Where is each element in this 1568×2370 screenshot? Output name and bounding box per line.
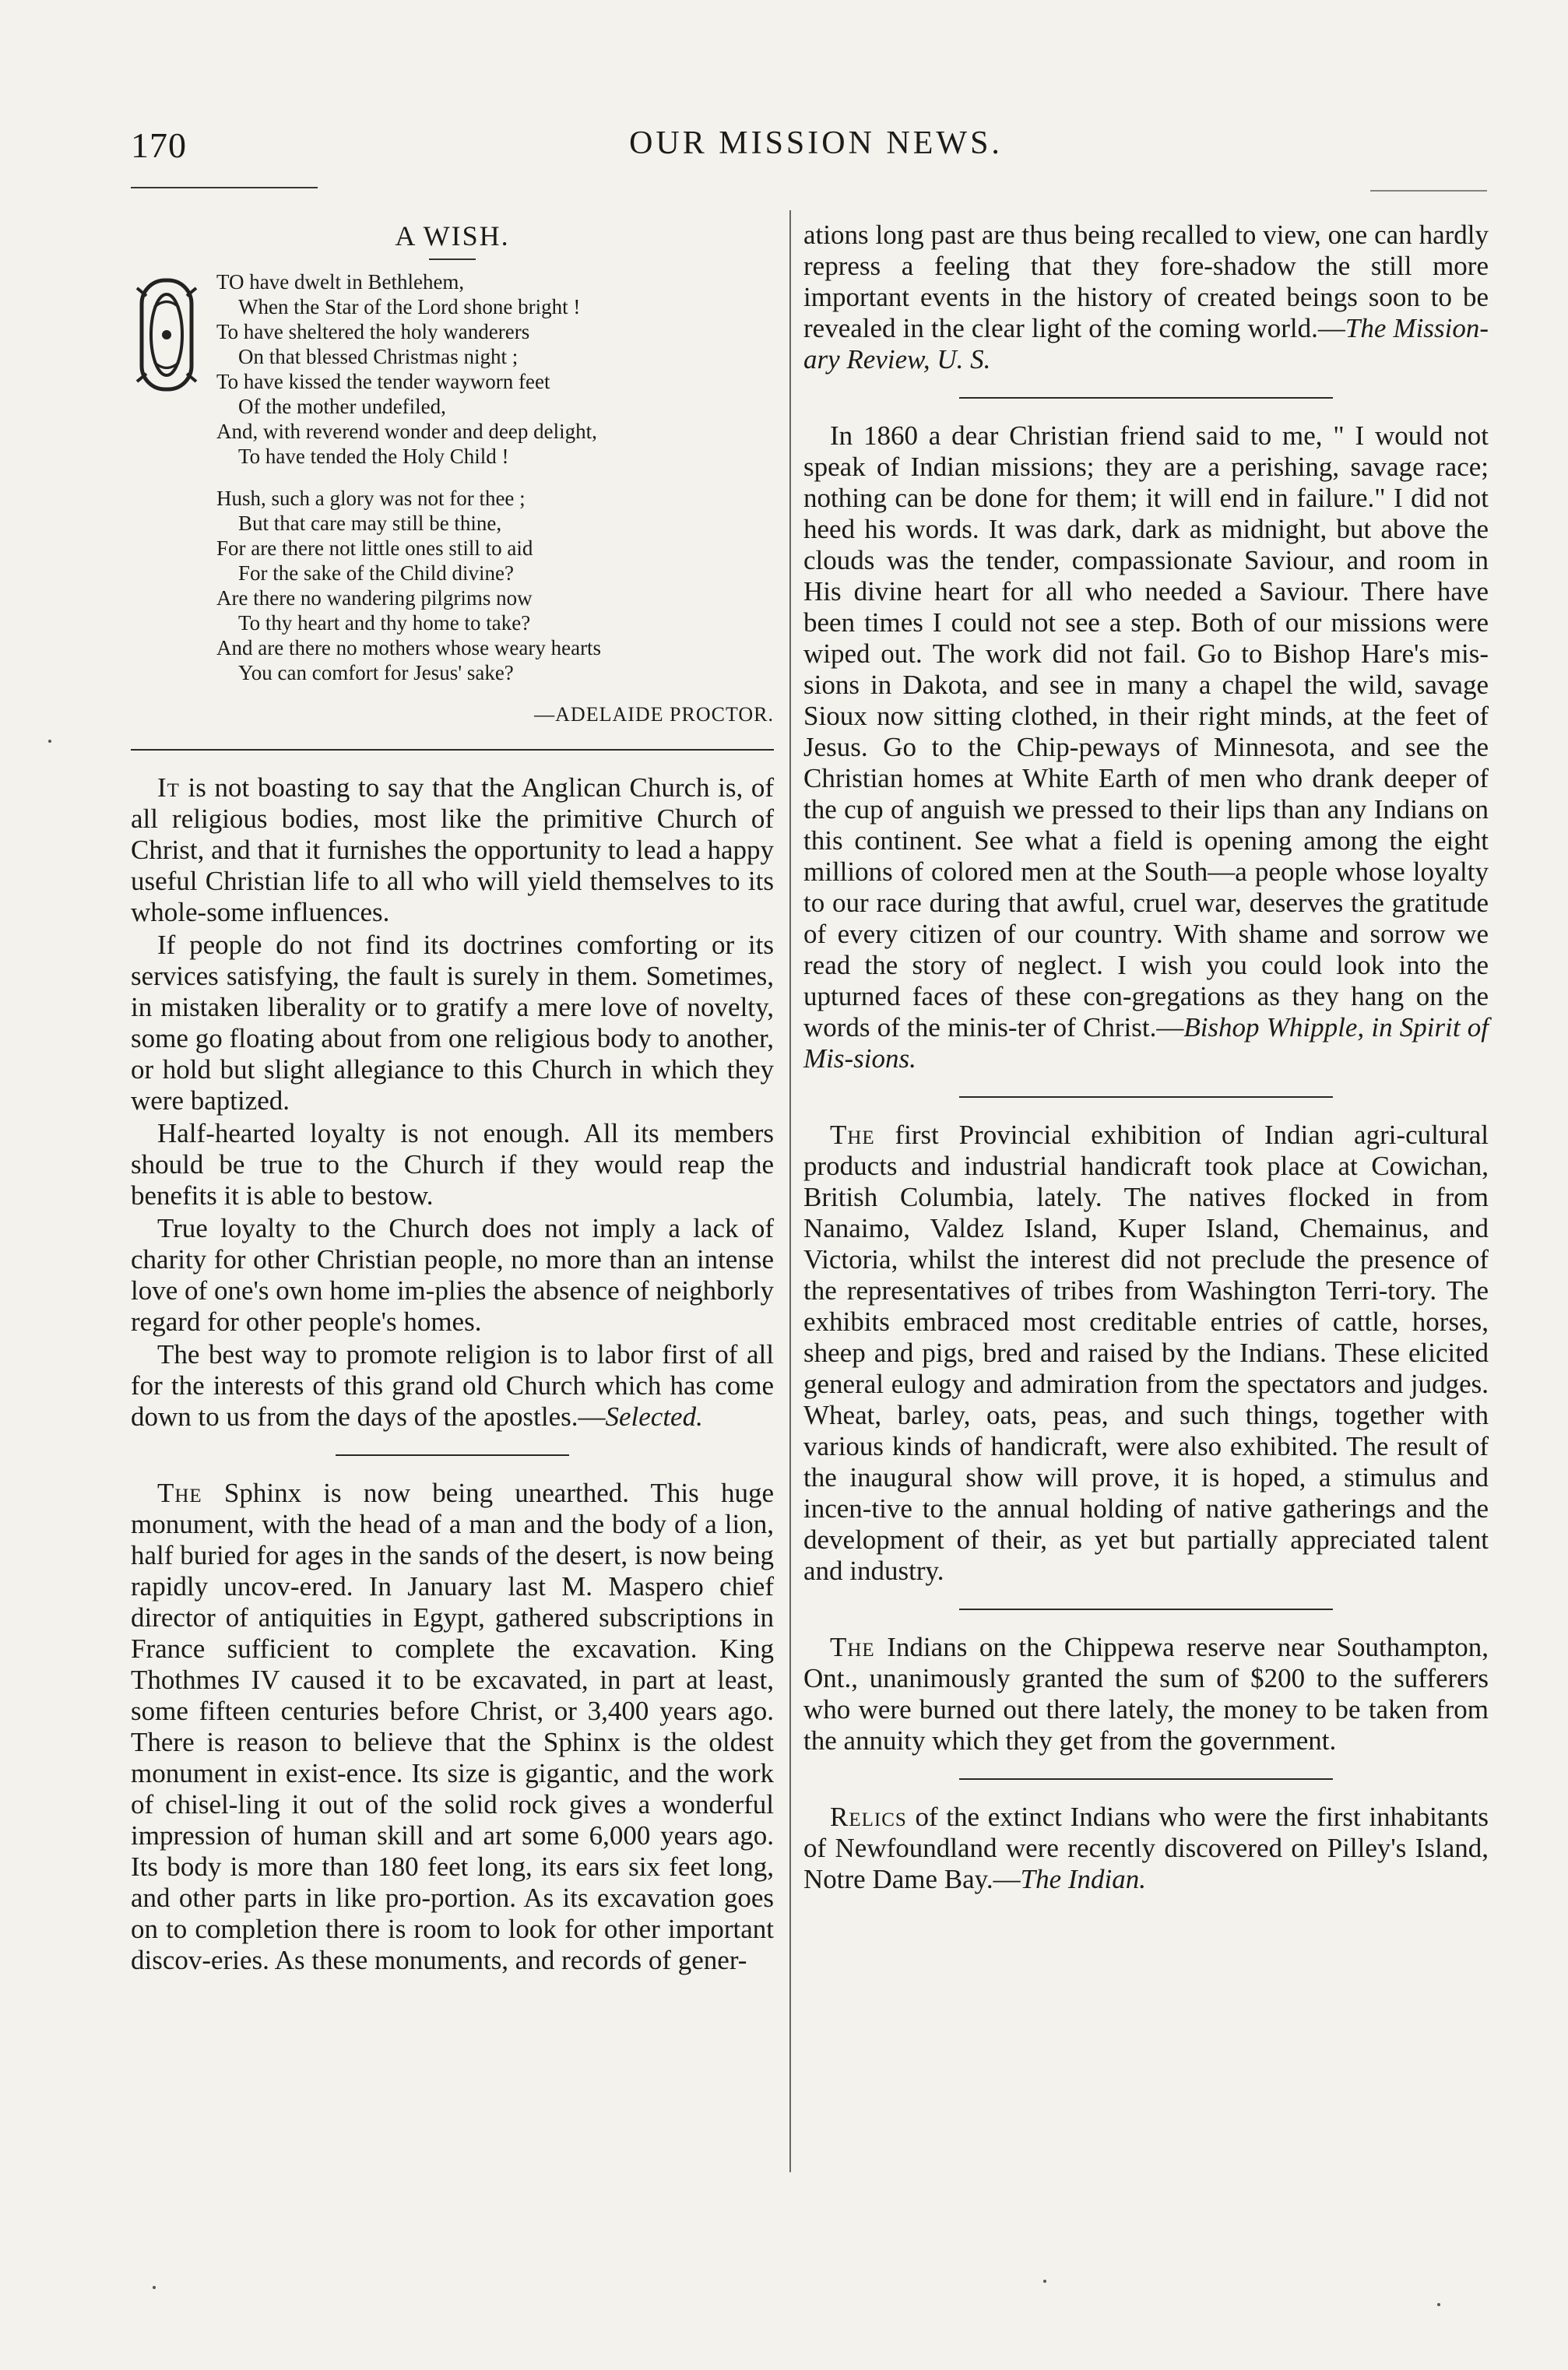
poem-attribution: —ADELAIDE PROCTOR. xyxy=(534,703,774,726)
poem-line: Of the mother undefiled, xyxy=(238,395,446,418)
lead-word: The xyxy=(830,1120,875,1150)
poem-line: Hush, such a glory was not for thee ; xyxy=(216,487,526,510)
paragraph-text: In 1860 a dear Christian friend said to me, " I would not speak of Indian missions; they are a perishing, savage race; nothing can be done for them; it will end in failure." I did not heed his words. It was dark, dark as midnight, but above the clouds was the tender, compassionate Saviour, and room in His divine heart for all who needed a Saviour. There have been times I could not see a step. Both of our missions were wiped out. The work did not fail. Go to Bishop Hare's mis-sions in Dakota, and see in many a chapel the wild, savage Sioux now sitting clothed, in their right minds, at the feet of Jesus. Go to the Chip-peways of Minnesota, and see the Christian homes at White Earth of men who drank deeper of the cup of anguish we pressed to their lips than any Indians on this continent. See what a field is opening among the eight millions of colored men at the South—a people whose loyalty to our race during that awful, cruel war, deserves the gratitude of every citizen of our country. With shame and sorrow we read the story of neglect. I wish you could look into the upturned faces of these con-gregations as they hang on the words of the minis-ter of Christ.— xyxy=(803,420,1489,1043)
source-credit: Bishop Whipple, in Spirit of Mis-sions. xyxy=(803,1012,1489,1074)
poem-line: On that blessed Christmas night ; xyxy=(238,345,519,368)
poem-line: To have tended the Holy Child ! xyxy=(238,445,509,468)
lead-word: The xyxy=(830,1632,875,1662)
source-credit: The Mission-ary Review, U. S. xyxy=(803,313,1489,374)
poem-line: To have kissed the tender wayworn feet xyxy=(216,370,550,393)
section-rule xyxy=(959,1096,1333,1098)
poem-line: And, with reverend wonder and deep delight, xyxy=(216,420,597,443)
left-column xyxy=(131,220,774,2174)
paragraph-text: Sphinx is now being unearthed. This huge monument, with the head of a man and the body of a lion, half buried for ages in the sands of the desert, is now being rapidly uncov-ered. In January last M. Maspero chief director of antiquities in Egypt, gathered subscriptions in France sufficient to complete the excavation. King Thothmes IV caused it to be excavated, in part at least, some fifteen centuries before Christ, or 3,400 years ago. There is reason to believe that the Sphinx is the oldest monument in exist-ence. Its size is gigantic, and the work of chisel-ling it out of the solid rock gives a wonderful impression of human skill and art some 6,000 years ago. Its body is more than 180 feet long, its ears six feet long, and other parts in like pro-portion. As its excavation goes on to completion there is room to look for other important discov-eries. As these monuments, and records of gener- xyxy=(131,1478,775,1975)
paper-speck xyxy=(153,2286,156,2289)
paper-speck xyxy=(48,740,51,743)
ornamental-initial-icon xyxy=(131,273,202,397)
section-rule xyxy=(959,397,1333,399)
paragraph xyxy=(803,420,1489,1074)
lead-word: The xyxy=(157,1478,202,1508)
header-rule-right xyxy=(1370,190,1487,192)
article-chippewa-reserve xyxy=(803,1632,1489,1756)
page-header xyxy=(131,125,1501,171)
paragraph-text: The best way to promote religion is to labor first of all for the interests of this grand old Church which has come down to us from the days of the apostles.— xyxy=(131,1339,774,1432)
paragraph xyxy=(131,1339,774,1433)
source-credit: Selected. xyxy=(605,1401,703,1432)
article-indian-missions xyxy=(803,420,1489,1074)
right-column xyxy=(803,220,1489,2174)
running-title: OUR MISSION NEWS. xyxy=(629,125,1003,161)
paragraph-text: ations long past are thus being recalled to view, one can hardly repress a feeling that they fore-shadow the still more important events in the history of created beings soon to be revealed in the clear light of the coming world.— xyxy=(803,220,1489,343)
paragraph-text: of the extinct Indians who were the first inhabitants of Newfoundland were recently discovered on Pilley's Island, Notre Dame Bay.— xyxy=(803,1802,1489,1894)
poem-title-rule xyxy=(429,258,476,260)
poem-line: To thy heart and thy home to take? xyxy=(238,611,531,635)
paragraph-text: is not boasting to say that the Anglican Church is, of all religious bodies, most like the primitive Church of Christ, and that it furnishes the opportunity to lead a happy useful Christian life to all who will yield themselves to its whole-some influences. xyxy=(131,772,774,927)
section-rule xyxy=(959,1778,1333,1780)
lead-word: Relics xyxy=(830,1802,907,1832)
paper-speck xyxy=(1043,2280,1046,2283)
poem-line: For are there not little ones still to aid xyxy=(216,536,533,560)
poem-line: And are there no mothers whose weary hearts xyxy=(216,636,602,659)
poem-title: A WISH. xyxy=(395,220,510,251)
section-rule xyxy=(336,1454,569,1456)
paragraph xyxy=(803,1802,1489,1895)
poem-line: When the Star of the Lord shone bright ! xyxy=(238,295,581,318)
paragraph xyxy=(803,220,1489,375)
lead-word: It xyxy=(157,772,180,803)
article-sphinx xyxy=(131,1478,774,1976)
paragraph: Half-hearted loyalty is not enough. All its members should be true to the Church if they would reap the benefits it is able to bestow. xyxy=(131,1118,774,1211)
poem-stanza-1 xyxy=(131,269,774,469)
poem-line: You can comfort for Jesus' sake? xyxy=(238,661,514,684)
article-indian-exhibition xyxy=(803,1120,1489,1587)
poem-stanza-2 xyxy=(131,486,774,685)
poem-line: TO have dwelt in Bethlehem, xyxy=(216,270,465,294)
paragraph-text: Indians on the Chippewa reserve near Southampton, Ont., unanimously granted the sum of $200 to the sufferers who were burned out there lately, the money to be taken from the annuity which they get from the government. xyxy=(803,1632,1489,1756)
header-rule-left xyxy=(131,187,318,188)
paragraph xyxy=(131,1478,774,1976)
poem-line: Are there no wandering pilgrims now xyxy=(216,586,533,610)
paragraph: True loyalty to the Church does not imply a lack of charity for other Christian people, no more than an intense love of one's own home im-plies the absence of neighborly regard for other people's homes. xyxy=(131,1213,774,1337)
paragraph xyxy=(131,772,774,928)
poem-line: For the sake of the Child divine? xyxy=(238,561,514,585)
paragraph-text: first Provincial exhibition of Indian agri-cultural products and industrial handicraft took place at Cowichan, British Columbia, lately. The natives flocked in from Nanaimo, Valdez Island, Kuper Island, Chemainus, and Victoria, whilst the interest did not preclude the presence of the representatives of tribes from Washington Terri-tory. The exhibits embraced most creditable entries of cattle, horses, sheep and pigs, bred and raised by the Indians. These elicited general eulogy and admiration from the spectators and judges. Wheat, barley, oats, peas, and such things, together with various kinds of handicraft, were also exhibited. The result of the inaugural show will prove, it is hoped, a stimulus and incen-tive to the annual holding of native gatherings and the development of their, as yet but partially appreciated talent and industry. xyxy=(803,1120,1489,1586)
section-rule xyxy=(131,749,774,751)
section-rule xyxy=(959,1609,1333,1610)
paragraph: If people do not find its doctrines comforting or its services satisfying, the fault is surely in them. Sometimes, in mistaken liberality or to gratify a mere love of novelty, some go floating about from one religious body to another, or hold but slight allegiance to this Church in which they were baptized. xyxy=(131,930,774,1116)
article-anglican-church xyxy=(131,772,774,1433)
poem xyxy=(131,269,774,727)
column-rule xyxy=(789,210,791,2172)
article-newfoundland-relics xyxy=(803,1802,1489,1895)
poem-line: But that care may still be thine, xyxy=(238,512,502,535)
source-credit: The Indian. xyxy=(1020,1864,1147,1894)
page-number: 170 xyxy=(131,125,187,165)
poem-line: To have sheltered the holy wanderers xyxy=(216,320,530,343)
article-sphinx-continued xyxy=(803,220,1489,375)
paper-speck xyxy=(1437,2303,1440,2306)
paragraph xyxy=(803,1120,1489,1587)
paragraph xyxy=(803,1632,1489,1756)
